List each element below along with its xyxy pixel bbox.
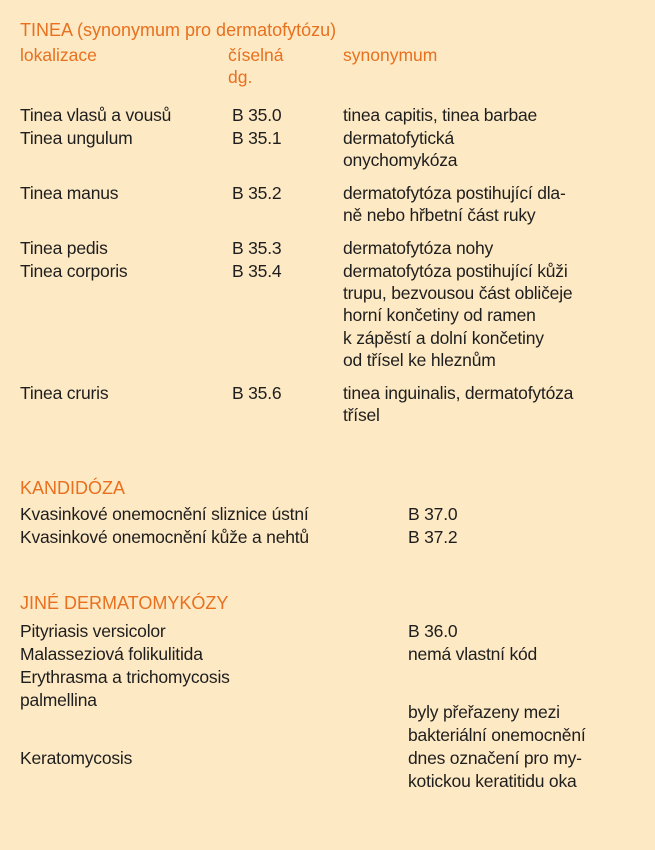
tinea-row-name: Tinea ungulum [20,128,133,148]
jine-row-name: Malasseziová folikulitida [20,644,203,664]
tinea-title: TINEA (synonymum pro dermatofytózu) [20,20,337,40]
jine-row-name: Pityriasis versicolor [20,621,166,641]
jine-row-name: palmellina [20,690,97,710]
tinea-row-code: B 35.1 [232,128,282,148]
jine-title: JINÉ DERMATOMYKÓZY [20,593,229,613]
tinea-row-name: Tinea corporis [20,261,128,281]
tinea-row-synonym: dermatofytická [343,128,454,148]
tinea-row-code: B 35.2 [232,183,282,203]
jine-row-note: nemá vlastní kód [408,644,538,664]
jine-row-note: bakteriální onemocnění [408,725,586,745]
jine-row-note: dnes označení pro my- [408,748,582,768]
tinea-row-name: Tinea pedis [20,238,108,258]
tinea-row-name: Tinea cruris [20,383,109,403]
tinea-row-code: B 35.4 [232,261,282,281]
kandidoza-row-code: B 37.2 [408,527,458,547]
kandidoza-row-name: Kvasinkové onemocnění sliznice ústní [20,504,309,524]
tinea-row-synonym: ně nebo hřbetní část ruky [343,205,536,225]
tinea-row-name: Tinea manus [20,183,119,203]
kandidoza-row-name: Kvasinkové onemocnění kůže a nehtů [20,527,309,547]
header-code-line2: dg. [228,67,253,87]
tinea-row-code: B 35.0 [232,105,282,125]
jine-row-name: Erythrasma a trichomycosis [20,667,230,687]
kandidoza-title: KANDIDÓZA [20,478,126,498]
jine-row-name: Keratomycosis [20,748,133,768]
tinea-row-synonym: dermatofytóza nohy [343,238,494,258]
header-code-line1: číselná [228,45,284,65]
tinea-row-synonym: dermatofytóza postihující kůži [343,261,568,281]
tinea-row-synonym: horní končetiny od ramen [343,305,536,325]
tinea-row-synonym: tinea inguinalis, dermatofytóza [343,383,574,403]
tinea-row-synonym: trupu, bezvousou část obličeje [343,283,573,303]
header-synonymum: synonymum [343,45,438,65]
tinea-row-synonym: třísel [343,405,380,425]
tinea-row-synonym: tinea capitis, tinea barbae [343,105,538,125]
jine-row-note: kotickou keratitidu oka [408,771,577,791]
tinea-row-name: Tinea vlasů a vousů [20,105,172,125]
tinea-row-code: B 35.3 [232,238,282,258]
tinea-row-synonym: dermatofytóza postihující dla- [343,183,566,203]
tinea-row-synonym: k zápěstí a dolní končetiny [343,328,544,348]
tinea-row-synonym: od třísel ke hleznům [343,350,496,370]
header-lokalizace: lokalizace [20,45,97,65]
kandidoza-row-code: B 37.0 [408,504,458,524]
jine-row-note: B 36.0 [408,621,458,641]
tinea-row-code: B 35.6 [232,383,282,403]
jine-row-note: byly přeřazeny mezi [408,702,560,722]
tinea-row-synonym: onychomykóza [343,150,458,170]
